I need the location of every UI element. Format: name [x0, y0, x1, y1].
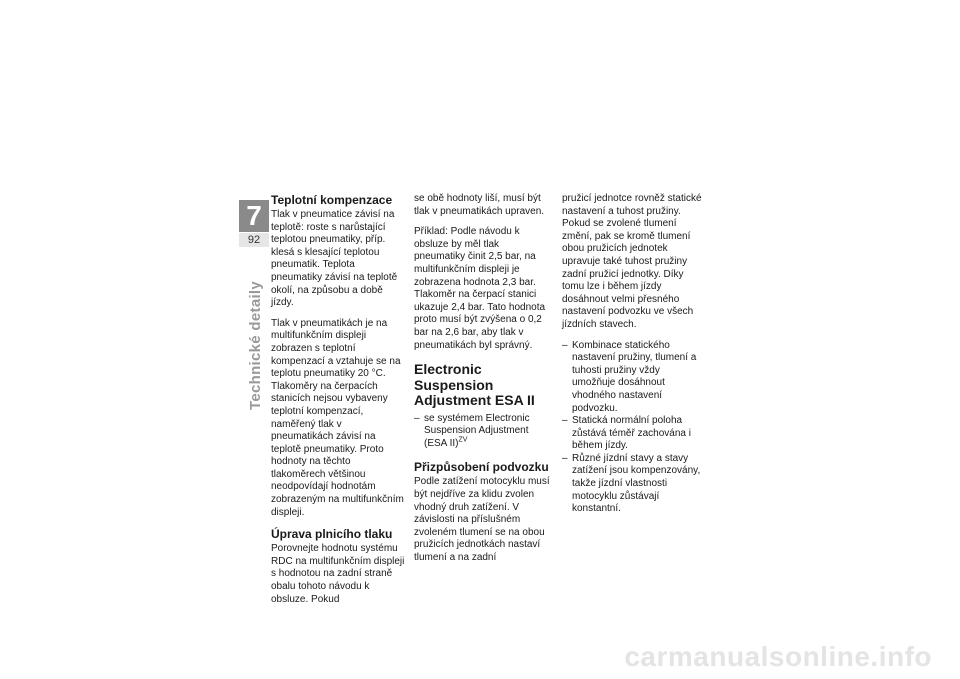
paragraph: se obě hodnoty liší, musí být tlak v pneumatikách upraven. — [414, 193, 545, 217]
paragraph: Tlak v pneumatikách je na multifunkčním displeji zobrazen s teplotní kompenzací a vztahuje se na teplotu pneumatiky 20 °C. Tlakoměry na čerpacích stanicích nejsou vybaveny teplotní kompenzací, naměřený tlak v pneumatikách závisí na teplotě pneumatiky. Proto hodnoty na těchto tlakoměrech většinou neodpovídají hodnotám zobrazeným na multifunkčním displeji. — [271, 317, 404, 518]
page-number: 92 — [239, 233, 269, 247]
heading-uprava-plniciho-tlaku: Úprava plnicího tlaku — [271, 527, 393, 542]
features-list — [562, 340, 702, 516]
watermark-text: carmanualsonline.info — [624, 641, 932, 672]
heading-teplotni-kompenzace: Teplotní kompenzace — [271, 193, 393, 207]
list-item: – Různé jízdní stavy a stavy zatížení jsou kompenzovány, takže jízdní vlastnosti motocyklu zůstávají konstantní. — [562, 453, 702, 516]
list-item: – Statická normální poloha zůstává téměř zachována i během jízdy. — [562, 415, 702, 453]
list-item: – Kombinace statického nastavení pružiny, tlumení a tuhosti pružiny vždy umožňuje dosáhnout vhodného nastavení podvozku. — [562, 340, 702, 416]
paragraph: Podle zatížení motocyklu musí být nejdříve za klidu zvolen vhodný druh zatížení. V závislosti na příslušném zvoleném tlumení se na obou pružicích jednotkách nastaví tlumení a na zadní — [414, 476, 550, 563]
paragraph: pružicí jednotce rovněž statické nastavení a tuhost pružiny. Pokud se zvolené tlumení změní, pak se kromě tlumení obou pružicích jednotek upravuje také tuhost pružiny zadní pružicí jednotky. Díky tomu lze i během jízdy dosáhnout velmi přesného nastavení podvozku ve všech jízdních stavech. — [562, 193, 702, 330]
paragraph: Tlak v pneumatice závisí na teplotě: roste s narůstající teplotou pneumatiky, příp. klesá s klesající teplotou pneumatik. Teplota pneumatiky závisí na teplotě okolí, na způsobu a době jízdy. — [271, 209, 398, 309]
column-3 — [562, 193, 702, 522]
heading-esa: Electronic Suspension Adjustment ESA II — [414, 361, 535, 409]
watermark — [0, 641, 960, 679]
option-superscript: ZV — [458, 436, 468, 444]
column-2 — [414, 193, 550, 573]
chapter-number: 7 — [239, 200, 269, 232]
list-item — [414, 413, 550, 451]
paragraph: Porovnejte hodnotu systému RDC na multifunkčním displeji s hodnotou na zadní straně obalu tohoto návodu k obsluze. Pokud — [271, 543, 405, 605]
paragraph: Příklad: Podle návodu k obsluze by měl tlak pneumatiky činit 2,5 bar, na multifunkčním displeji je zobrazena hodnota 2,3 bar. Tlakoměr na čerpací stanici ukazuje 2,4 bar. Tato hodnota proto musí být zvýšena o 0,2 bar na 2,6 bar, aby tlak v pneumatikách byl správný. — [414, 226, 546, 351]
list-item-text: se systémem Electronic Suspension Adjustment (ESA II) — [424, 412, 530, 449]
column-1 — [271, 193, 405, 614]
heading-prizpusobeni-podvozku: Přizpůsobení podvozku — [414, 460, 549, 475]
section-side-label: Technické detaily — [247, 280, 264, 410]
esa-list — [414, 413, 550, 451]
